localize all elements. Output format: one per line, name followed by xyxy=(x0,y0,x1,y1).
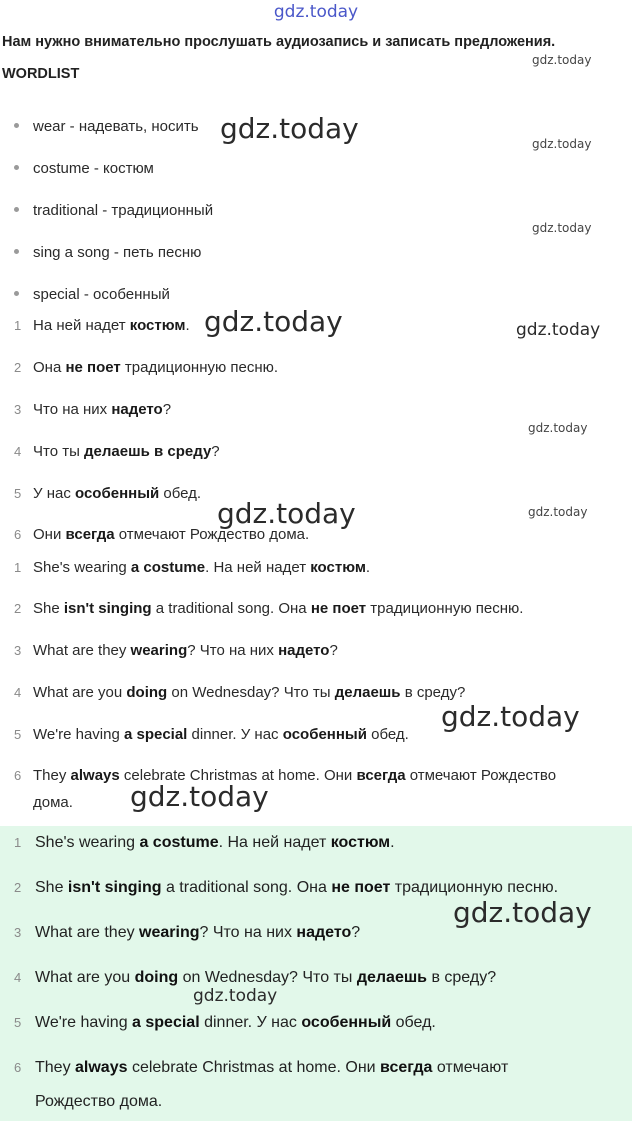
watermark: gdz.today xyxy=(453,896,592,929)
wordlist-item: traditional - традиционный xyxy=(14,202,213,219)
bullet-icon xyxy=(14,249,19,254)
answer-row: 1 She's wearing a costume. На ней надет костюм. xyxy=(14,834,395,851)
translation-row: 3 What are they wearing? Что на них надето? xyxy=(14,642,338,659)
answer-row: 4 What are you doing on Wednesday? Что ты делаешь в среду? xyxy=(14,969,497,986)
russian-sentence: 6 Они всегда отмечают Рождество дома. xyxy=(14,526,310,543)
bullet-icon xyxy=(14,123,19,128)
watermark: gdz.today xyxy=(516,320,601,340)
wordlist-heading: WORDLIST xyxy=(2,66,80,82)
site-logo[interactable]: gdz.today xyxy=(273,2,359,22)
wordlist-item: special - особенный xyxy=(14,286,170,303)
wordlist-item: wear - надевать, носить xyxy=(14,118,199,135)
watermark: gdz.today xyxy=(528,505,588,519)
watermark: gdz.today xyxy=(532,53,592,67)
watermark: gdz.today xyxy=(204,305,343,338)
watermark: gdz.today xyxy=(220,112,359,145)
translation-row: 1 She's wearing a costume. На ней надет костюм. xyxy=(14,559,371,576)
task-intro: Нам нужно внимательно прослушать аудиозапись и записать предложения. xyxy=(2,34,556,50)
translation-row: 4 What are you doing on Wednesday? Что ты делаешь в среду? xyxy=(14,684,466,701)
watermark: gdz.today xyxy=(532,221,592,235)
russian-sentence: 4 Что ты делаешь в среду? xyxy=(14,443,220,460)
russian-sentence: 5 У нас особенный обед. xyxy=(14,485,202,502)
russian-sentence: 1 На ней надет костюм. xyxy=(14,317,190,334)
watermark: gdz.today xyxy=(441,700,580,733)
watermark: gdz.today xyxy=(217,497,356,530)
answer-row: 5 We're having a special dinner. У нас особенный обед. xyxy=(14,1014,436,1031)
bullet-icon xyxy=(14,291,19,296)
watermark: gdz.today xyxy=(130,780,269,813)
russian-sentence: 3 Что на них надето? xyxy=(14,401,172,418)
watermark: gdz.today xyxy=(528,421,588,435)
translation-row: 6 They always celebrate Christmas at home. Они всегда отмечают Рождество дома. xyxy=(14,767,557,811)
bullet-icon xyxy=(14,165,19,170)
watermark: gdz.today xyxy=(532,137,592,151)
bullet-icon xyxy=(14,207,19,212)
watermark: gdz.today xyxy=(193,986,278,1006)
russian-sentence: 2 Она не поет традиционную песню. xyxy=(14,359,279,376)
answer-row: 6 They always celebrate Christmas at home. Они всегда отмечают Рождество дома. xyxy=(14,1059,509,1110)
answer-row: 3 What are they wearing? Что на них надето? xyxy=(14,924,361,941)
answer-row: 2 She isn't singing a traditional song. Она не поет традиционную песню. xyxy=(14,879,559,896)
wordlist-item: costume - костюм xyxy=(14,160,154,177)
wordlist-item: sing a song - петь песню xyxy=(14,244,201,261)
translation-row: 5 We're having a special dinner. У нас особенный обед. xyxy=(14,726,409,743)
translation-row: 2 She isn't singing a traditional song. Она не поет традиционную песню. xyxy=(14,600,524,617)
